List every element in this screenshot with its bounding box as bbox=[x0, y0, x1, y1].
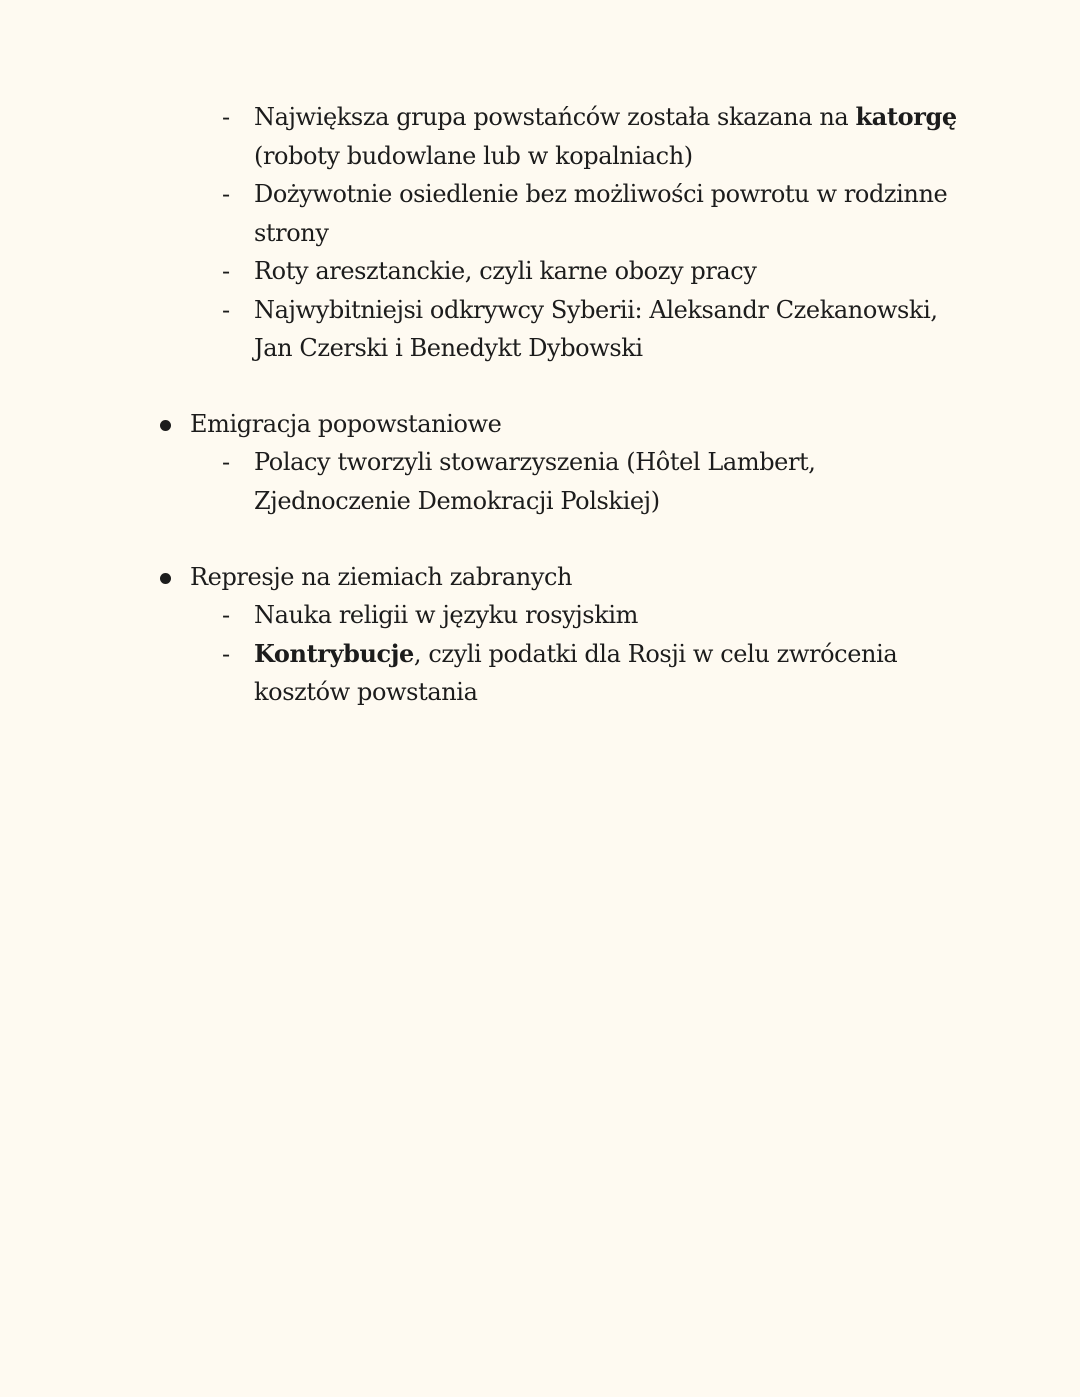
emigracja-list bbox=[0, 443, 1080, 520]
section-heading-emigracja: Emigracja popowstaniowe bbox=[0, 405, 1080, 444]
list-item: - Polacy tworzyli stowarzyszenia (Hôtel Lambert, Zjednoczenie Demokracji Polskiej) bbox=[0, 443, 1080, 520]
dash-marker: - bbox=[222, 295, 230, 324]
represje-list bbox=[0, 596, 1080, 712]
section-heading-represje: Represje na ziemiach zabranych bbox=[0, 558, 1080, 597]
dash-marker: - bbox=[222, 257, 230, 285]
bullet-dot-icon bbox=[160, 420, 171, 431]
list-item: - Najwybitniejsi odkrywcy Syberii: Aleksandr Czekanowski, Jan Czerski i Benedykt Dybowski bbox=[0, 291, 1080, 368]
dash-marker: - bbox=[222, 448, 230, 476]
list-item: - Największa grupa powstańców została skazana na katorgę (roboty budowlane lub w kopalniach) bbox=[0, 98, 1080, 175]
list-item: - Roty aresztanckie, czyli karne obozy pracy bbox=[0, 252, 1080, 291]
list-item: - Kontrybucje, czyli podatki dla Rosji w celu zwrócenia kosztów powstania bbox=[0, 635, 1080, 712]
dash-marker: - bbox=[222, 103, 230, 131]
dash-marker: - bbox=[222, 639, 230, 668]
bullet-dot-icon bbox=[160, 573, 171, 584]
list-item: - Dożywotnie osiedlenie bez możliwości powrotu w rodzinne strony bbox=[0, 175, 1080, 252]
dash-marker: - bbox=[222, 601, 230, 629]
dash-marker: - bbox=[222, 180, 230, 208]
katorga-list bbox=[0, 98, 1080, 368]
list-item: - Nauka religii w języku rosyjskim bbox=[0, 596, 1080, 635]
